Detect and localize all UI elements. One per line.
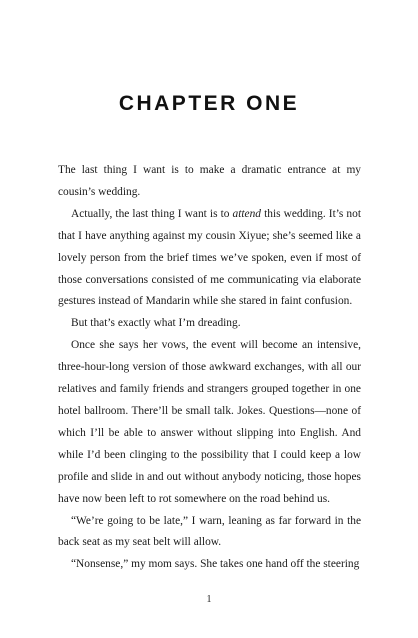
page-number: 1 [206, 594, 212, 605]
paragraph-1: The last thing I want is to make a dramatic entrance at my cousin’s wedding. [58, 164, 361, 198]
chapter-title: CHAPTER ONE [118, 92, 300, 115]
paragraph-5: “We’re going to be late,” I warn, leaning as far forward in the back seat as my seat belt will allow. [58, 514, 361, 549]
paragraph-2-after: this wedding. It’s not that I have anything against my cousin Xiyue; she’s seemed like a lovely person from the brief times we’ve spoken, even if most of those conversations consisted of me communicating via elaborate gestures instead of Mandarin while she stared in faint confusion. [58, 207, 361, 308]
chapter-body [58, 160, 361, 576]
paragraph-4: Once she says her vows, the event will become an intensive, three-hour-long version of those awkward exchanges, with all our relatives and family friends and strangers grouped together in one hotel ballroom. There’ll be small talk. Jokes. Questions—none of which I’ll be able to answer without slipping into English. And while I’d been clinging to the possibility that I could keep a low profile and slide in and out without anybody noticing, those hopes have now been left to rot somewhere on the road behind us. [58, 339, 361, 505]
paragraph-2 [58, 204, 361, 314]
paragraph-2-emphasis: attend [232, 207, 262, 220]
paragraph-2-before: Actually, the last thing I want is to [71, 207, 233, 220]
paragraph-6: “Nonsense,” my mom says. She takes one hand off the steering [71, 558, 360, 571]
paragraph-3: But that’s exactly what I’m dreading. [71, 317, 241, 330]
